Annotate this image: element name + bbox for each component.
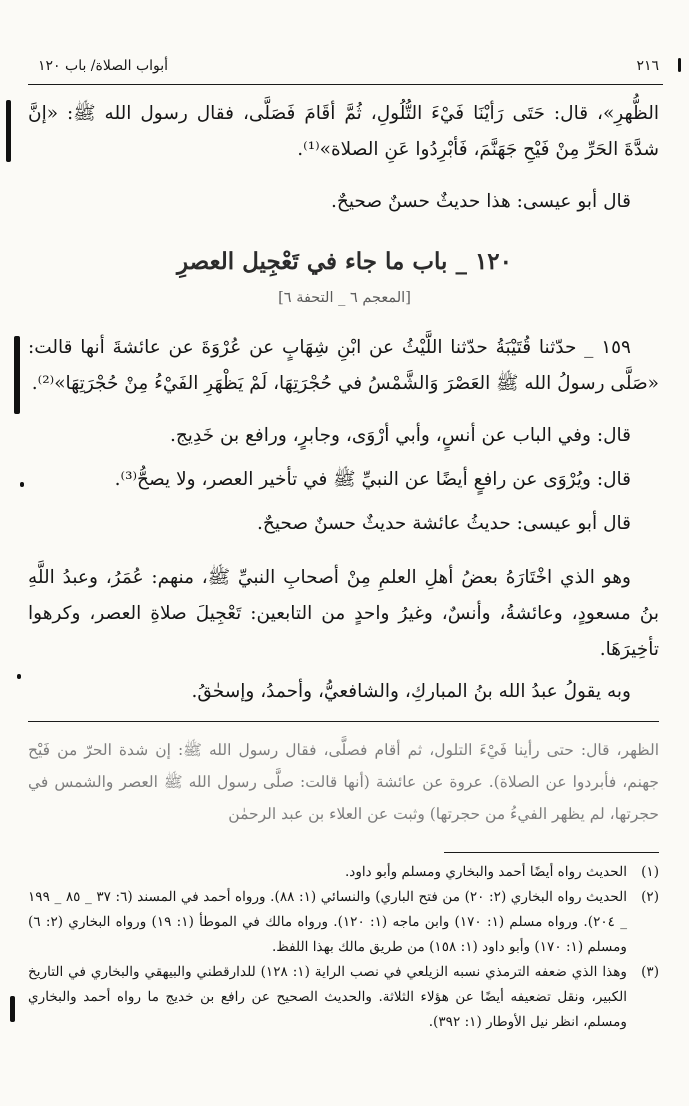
chapter-reference: [المعجم ٦ _ التحفة ٦] (278, 290, 411, 306)
page-number: ٢١٦ (636, 58, 659, 74)
footnotes (28, 860, 659, 1035)
running-title: أبواب الصلاة/ باب ١٢٠ (38, 58, 169, 74)
page-header (28, 58, 663, 84)
paragraph-bab: قال: وفي الباب عن أنسٍ، وأبي أرْوَى، وجابرٍ، ورافع بن خَدِيج. (169, 425, 631, 446)
paragraph-scholars: وهو الذي اخْتَارَهُ بعضُ أهلِ العلمِ مِنْ أصحابِ النبيِّ ﷺ، منهم: عُمَرُ، وعبدُ اللَّهِ بنُ مسعودٍ، وعائشةُ، وأنسٌ، وغيرُ واحدٍ من التابعين: تَعْجِيلَ صلاةِ العصر، وكرهوا تأخِيرَهَا. (28, 567, 659, 660)
section-rule (28, 721, 659, 722)
footnote-rule (444, 852, 659, 853)
footnote-number: (١) (641, 864, 659, 880)
margin-pen-mark (14, 336, 20, 414)
margin-dot (20, 482, 24, 487)
footnote-3 (28, 960, 659, 1035)
margin-tick (678, 58, 681, 72)
paragraph-grading-aisha: قال أبو عيسى: حديثُ عائشة حديثٌ حسنٌ صحيحٌ. (257, 513, 631, 534)
paragraph-rafi: قال: ويُرْوَى عن رافعٍ أيضًا عن النبيِّ ﷺ في تأخير العصر، ولا يصحُّ⁽³⁾. (114, 469, 631, 490)
footnote-text: الحديث رواه أيضًا أحمد والبخاري ومسلم وأبو داود. (344, 864, 627, 880)
commentary-text: الظهر، قال: حتى رأينا فَيْءَ التلول، ثم أقام فصلَّى، فقال رسول الله ﷺ: إن شدة الحرّ من فَيْح جهنم، فأبردوا عن الصلاة). عروة عن عائشة (أنها قالت: صلَّى رسول الله ﷺ العصر والشمس في حجرتها، لم يظهر الفيءُ من حجرتها) وثبت عن العلاء بن عبد الرحمٰن (28, 741, 659, 823)
paragraph-opinion: وبه يقولُ عبدُ الله بنُ المباركِ، والشافعيُّ، وأحمدُ، وإسحٰقُ. (191, 681, 631, 702)
margin-pen-mark (6, 100, 11, 162)
footnote-2 (28, 885, 659, 960)
footnote-text: الحديث رواه البخاري (٢: ٢٠) من فتح الباري) والنسائي (١: ٨٨). ورواه أحمد في المسند (٦: ٣٧ _ ٨٥ _ ١٩٩ _ ٢٠٤). ورواه مسلم (١: ١٧٠) وابن ماجه (١: ١٢٠). ورواه مالك في الموطأ (١: ١٩) ورواه البخاري (٢: ٦) ومسلم (١: ١٧٠) وأبو داود (١: ١٥٨) من طريق مالك بهذا اللفظ. (28, 889, 628, 955)
margin-dot (17, 674, 21, 679)
hadith-text: ١٥٩ _ حدّثنا قُتَيْبَةُ حدّثنا اللَّيْثُ عن ابْنِ شِهَابٍ عن عُرْوَةَ عن عائشةَ أنها قالت: «صَلَّى رسولُ الله ﷺ العَصْرَ وَالشَّمْسُ في حُجْرَتِهَا، لَمْ يَظْهَرِ الفَيْءُ مِنْ حُجْرَتِهَا»⁽²⁾. (28, 337, 659, 394)
footnote-number: (٣) (641, 964, 659, 980)
chapter-title: ١٢٠ _ باب ما جاء في تَعْجِيل العصرِ (176, 248, 513, 275)
paragraph-continuation: الظُّهرِ»، قال: حَتَى رَأيْنَا فَيْءَ التُّلُولِ، ثُمَّ أقَامَ فَصَلَّى، فقال رسول الله ﷺ: «إنَّ شدَّةَ الحَرِّ مِنْ فَيْحِ جَهَنَّمَ، فَأبْرِدُوا عَنِ الصلاة»⁽¹⁾. (28, 103, 659, 160)
header-rule (28, 84, 663, 85)
paragraph-grading: قال أبو عيسى: هذا حديثٌ حسنٌ صحيحٌ. (331, 191, 631, 212)
footnote-number: (٢) (641, 889, 659, 905)
footnote-text: وهذا الذي ضعفه الترمذي نسبه الزيلعي في نصب الراية (١: ١٢٨) للدارقطني والبيهقي والبخاري في التاريخ الكبير، ونقل تضعيفه أيضًا عن هؤلاء الثلاثة. والحديث الصحيح عن رافع بن خديج ما رواه أحمد والبخاري ومسلم، انظر نيل الأوطار (١: ٣٩٢). (28, 964, 627, 1030)
margin-pen-mark (10, 996, 15, 1022)
footnote-1 (28, 860, 659, 885)
